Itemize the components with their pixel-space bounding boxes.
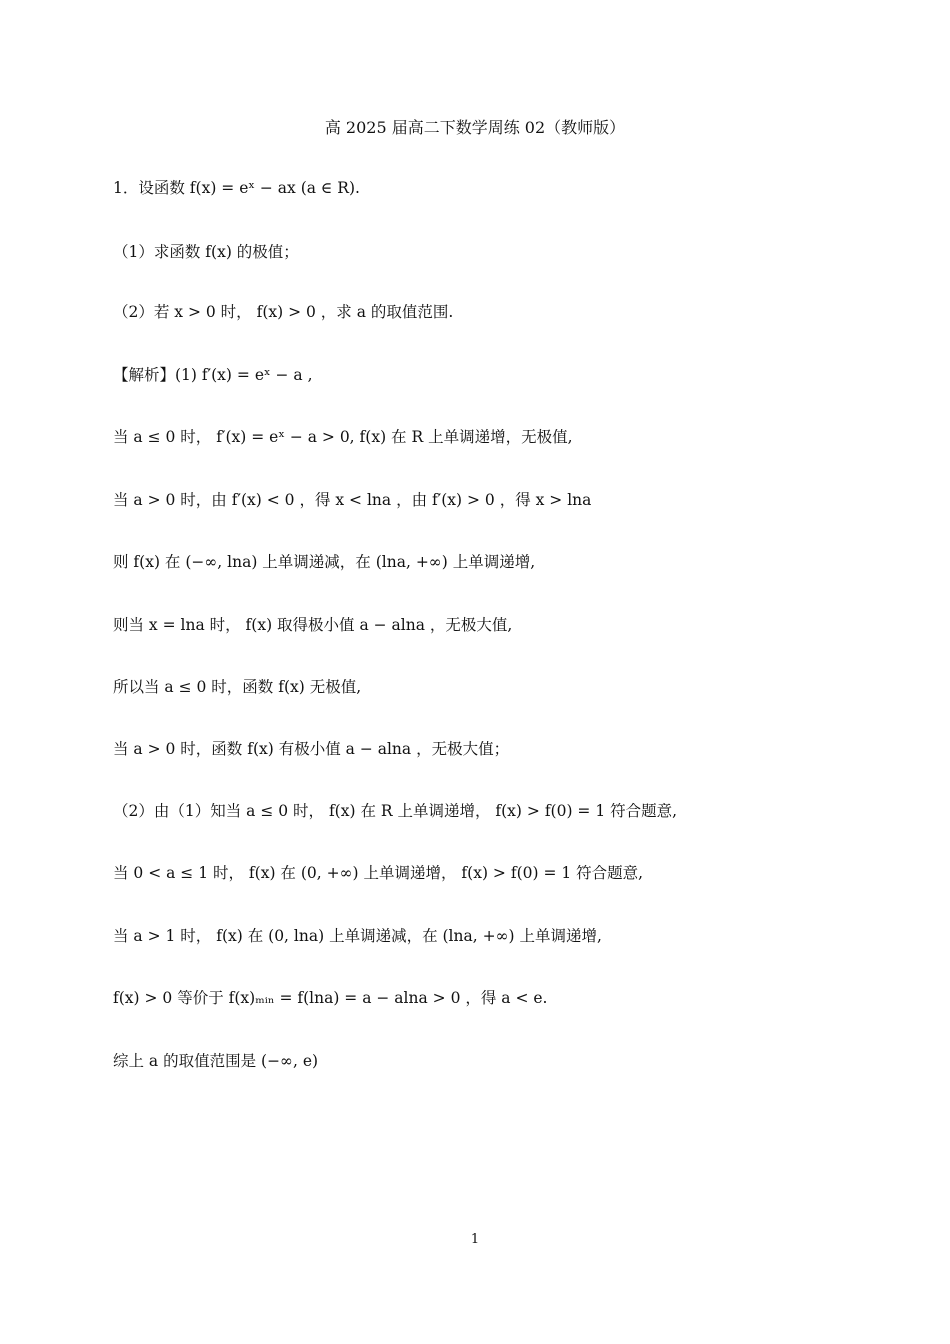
solution-line: f(x) > 0 等价于 f(x)ₘᵢₙ = f(lna) = a − alna > 0 ，得 a < e.: [113, 989, 548, 1007]
solution-line: 当 a > 0 时，函数 f(x) 有极小值 a − alna ，无极大值；: [113, 740, 510, 758]
page-title: 高 2025 届高二下数学周练 02（教师版）: [324, 118, 626, 137]
solution-line: 则 f(x) 在 (−∞, lna) 上单调递减，在 (lna, +∞) 上单调递增,: [113, 553, 536, 571]
solution-line: 所以当 a ≤ 0 时，函数 f(x) 无极值,: [113, 678, 362, 696]
solution-line: 当 0 < a ≤ 1 时， f(x) 在 (0, +∞) 上单调递增， f(x) > f(0) = 1 符合题意,: [113, 864, 644, 882]
solution-line: 当 a > 1 时， f(x) 在 (0, lna) 上单调递减，在 (lna, +∞) 上单调递增,: [113, 927, 602, 945]
solution-line: 【解析】(1) f′(x) = eˣ − a ,: [113, 366, 313, 384]
problem-statement: 1．设函数 f(x) = eˣ − ax (a ∈ R).: [113, 179, 360, 197]
solution-line: 则当 x = lna 时， f(x) 取得极小值 a − alna ，无极大值,: [113, 616, 513, 634]
page-number: 1: [470, 1232, 480, 1247]
solution-conclusion: 综上 a 的取值范围是 (−∞, e): [113, 1052, 319, 1070]
solution-line: （2）由（1）知当 a ≤ 0 时， f(x) 在 R 上单调递增， f(x) > f(0) = 1 符合题意,: [113, 802, 678, 820]
problem-part-1: （1）求函数 f(x) 的极值；: [113, 243, 299, 261]
solution-line: 当 a ≤ 0 时， f′(x) = eˣ − a > 0, f(x) 在 R 上单调递增，无极值,: [113, 428, 573, 446]
problem-part-2: （2）若 x > 0 时， f(x) > 0 ，求 a 的取值范围.: [113, 303, 454, 321]
solution-line: 当 a > 0 时，由 f′(x) < 0 ，得 x < lna ，由 f′(x) > 0 ，得 x > lna: [113, 491, 592, 509]
